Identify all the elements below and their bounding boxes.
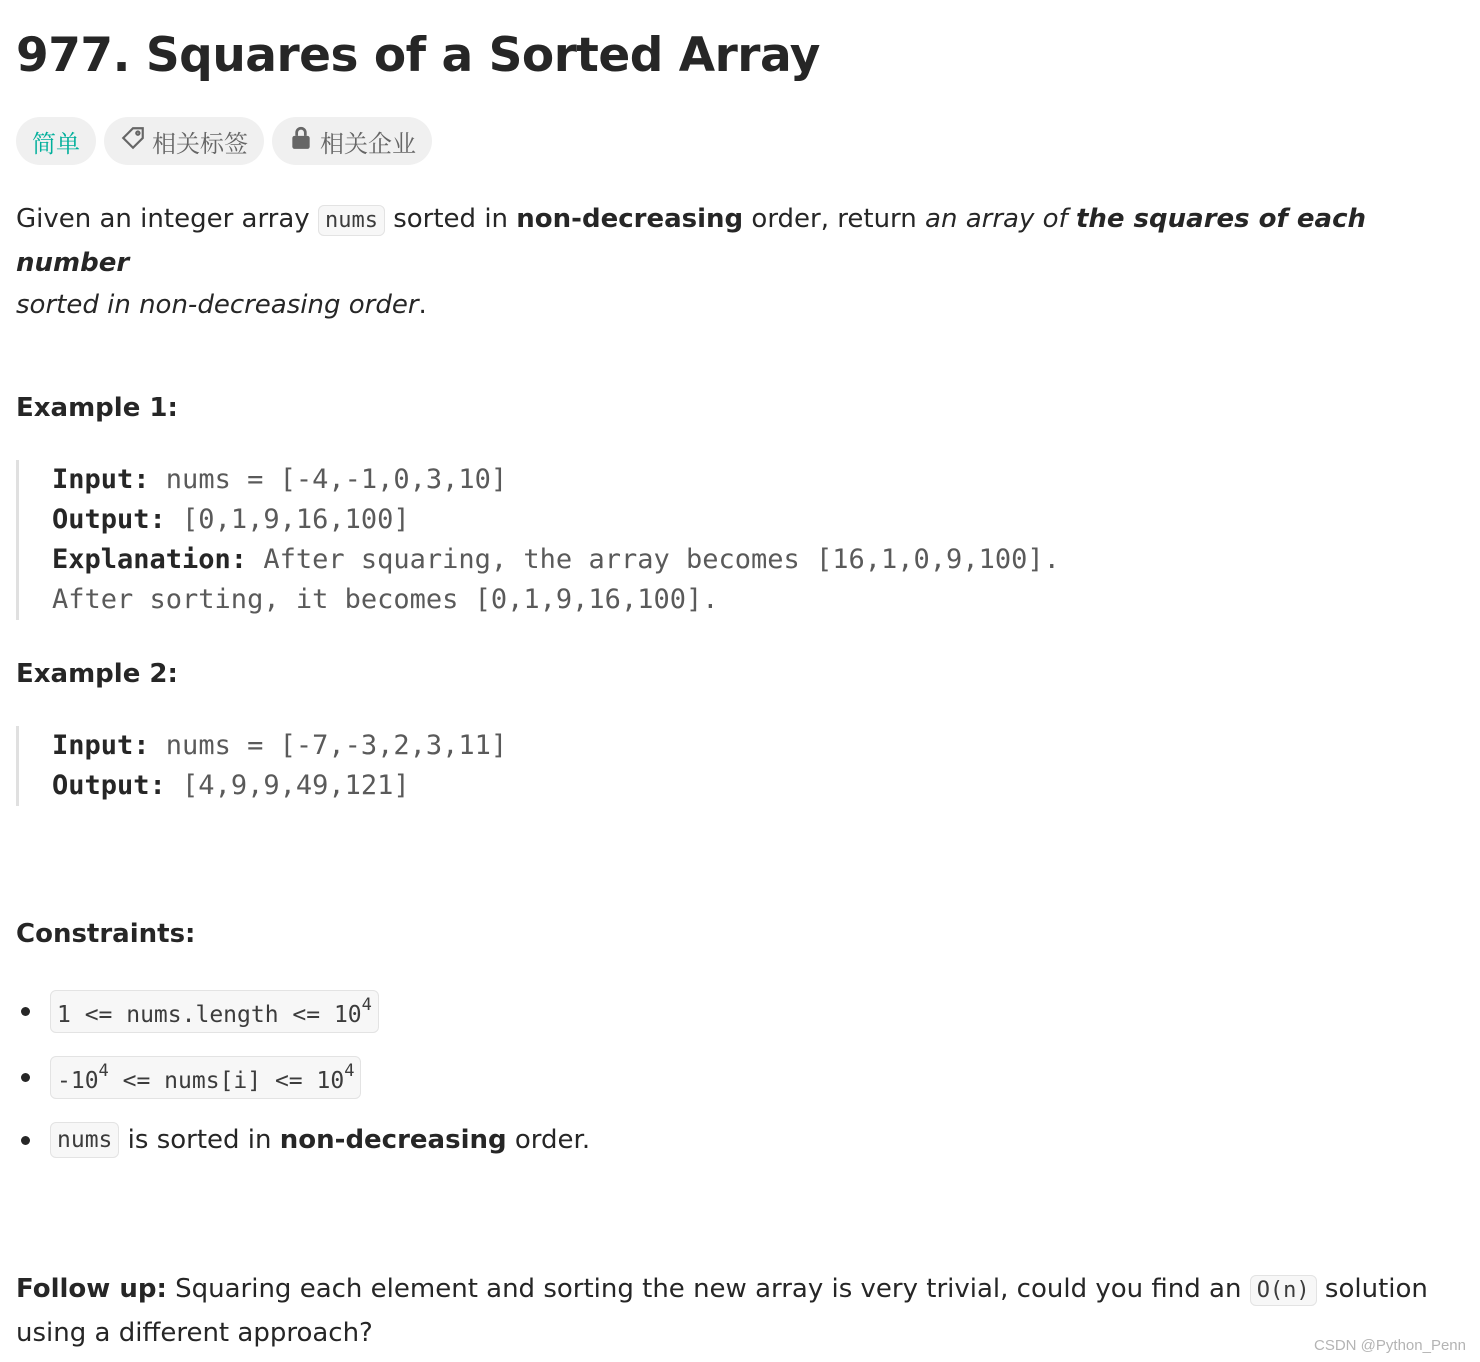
constraint-text: 1 <= nums.length <= 10 — [57, 1002, 362, 1028]
example-label: Output: — [52, 770, 166, 801]
statement-text: . — [418, 290, 427, 320]
example-label: Input: — [52, 730, 150, 761]
exponent: 4 — [361, 995, 372, 1015]
difficulty-label: 简单 — [32, 129, 80, 158]
example1-block — [16, 460, 1060, 620]
follow-up — [16, 1268, 1446, 1354]
statement-italic: an array of — [925, 204, 1076, 234]
bullet — [21, 1136, 30, 1145]
example-value: [4,9,9,49,121] — [165, 770, 410, 801]
constraint-text: <= nums[i] <= 10 — [108, 1068, 345, 1094]
constraint-code — [50, 1056, 361, 1099]
tag-icon — [120, 125, 146, 157]
exponent: 4 — [344, 1061, 355, 1081]
difficulty-badge[interactable] — [16, 117, 96, 165]
watermark: CSDN @Python_Penn — [1314, 1337, 1466, 1354]
example-label: Explanation: — [52, 544, 248, 575]
example-value: [0,1,9,16,100] — [165, 504, 410, 535]
related-companies-label: 相关企业 — [320, 129, 416, 158]
follow-up-label: Follow up: — [16, 1274, 167, 1304]
constraint-item — [16, 1056, 361, 1099]
inline-code-complexity: O(n) — [1250, 1275, 1317, 1306]
constraint-text: order. — [506, 1125, 591, 1155]
example-label: Input: — [52, 464, 150, 495]
inline-code-nums: nums — [50, 1122, 119, 1158]
bullet — [21, 1007, 30, 1016]
constraint-item — [16, 990, 379, 1033]
statement-text: Given an integer array — [16, 204, 318, 234]
example-value: nums = [-7,-3,2,3,11] — [149, 730, 508, 761]
follow-up-text: Squaring each element and sorting the new array is very trivial, could you find an — [166, 1274, 1250, 1304]
statement-text: sorted in — [384, 204, 517, 234]
inline-code-nums: nums — [318, 205, 385, 236]
problem-title: 977. Squares of a Sorted Array — [16, 28, 820, 83]
constraints-heading: Constraints: — [16, 919, 196, 949]
constraint-text: is sorted in — [119, 1125, 280, 1155]
exponent: 4 — [98, 1061, 109, 1081]
example-value: After sorting, it becomes [0,1,9,16,100]. — [52, 584, 719, 615]
problem-statement — [16, 198, 1416, 326]
related-tags-label: 相关标签 — [152, 129, 248, 158]
statement-text: order, return — [743, 204, 926, 234]
related-companies-button[interactable] — [272, 117, 432, 165]
example-value: After squaring, the array becomes [16,1,0,9,100]. — [247, 544, 1060, 575]
lock-icon — [288, 125, 314, 157]
statement-italic: sorted in non-decreasing order — [16, 290, 419, 320]
constraint-code — [50, 990, 379, 1033]
example2-block — [16, 726, 507, 806]
example2-heading: Example 2: — [16, 659, 178, 689]
example-label: Output: — [52, 504, 166, 535]
constraint-bold: non-decreasing — [279, 1125, 507, 1155]
bullet — [21, 1073, 30, 1082]
related-tags-button[interactable] — [104, 117, 264, 165]
follow-up-text: solution using a different approach? — [16, 1274, 1428, 1348]
tag-row — [16, 117, 432, 165]
constraint-item — [16, 1122, 590, 1158]
statement-bold: non-decreasing — [516, 204, 744, 234]
constraint-text: -10 — [57, 1068, 99, 1094]
example1-heading: Example 1: — [16, 393, 178, 423]
statement-bold-italic: the squares of each number — [16, 204, 1367, 278]
example-value: nums = [-4,-1,0,3,10] — [149, 464, 508, 495]
